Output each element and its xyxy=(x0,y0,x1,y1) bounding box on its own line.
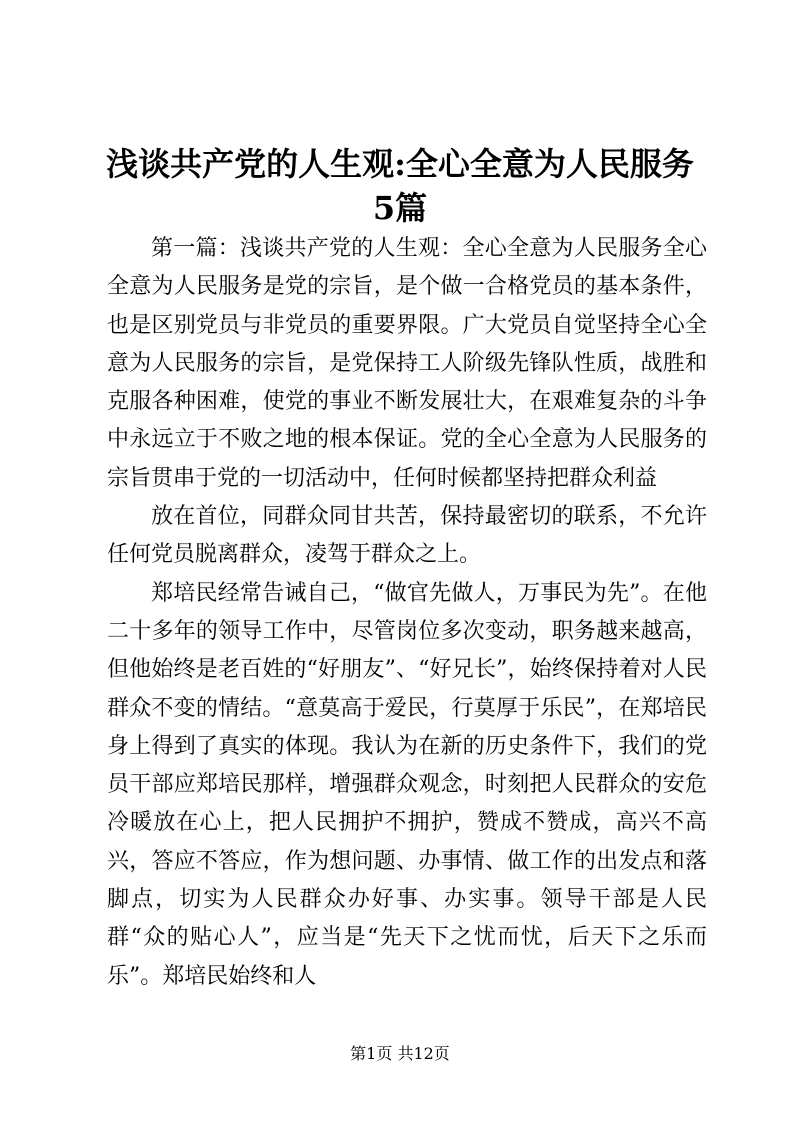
paragraph-3: 郑培民经常告诫自己，“做官先做人，万事民为先”。在他二十多年的领导工作中，尽管岗位多次变动，职务越来越高，但他始终是老百姓的“好朋友”、“好兄长”，始终保持着对人民群众不变的情结。“意莫高于爱民，行莫厚于乐民”，在郑培民身上得到了真实的体现。我认为在新的历史条件下，我们的党员干部应郑培民那样，增强群众观念，时刻把人民群众的安危冷暖放在心上，把人民拥护不拥护，赞成不赞成，高兴不高兴，答应不答应，作为想问题、办事情、做工作的出发点和落脚点，切实为人民群众办好事、办实事。领导干部是人民群“众的贴心人”，应当是“先天下之忧而忧，后天下之乐而乐”。郑培民始终和人 xyxy=(107,580,707,989)
document-title: 浅谈共产党的人生观:全心全意为人民服务5篇 xyxy=(106,145,694,227)
paragraph-2: 放在首位，同群众同甘共苦，保持最密切的联系，不允许任何党员脱离群众，凌驾于群众之上。 xyxy=(107,504,707,568)
paragraph-1: 第一篇：浅谈共产党的人生观：全心全意为人民服务全心全意为人民服务是党的宗旨，是个做一合格党员的基本条件，也是区别党员与非党员的重要界限。广大党员自觉坚持全心全意为人民服务的宗旨，是党保持工人阶级先锋队性质，战胜和克服各种困难，使党的事业不断发展壮大，在艰难复杂的斗争中永远立于不败之地的根本保证。党的全心全意为人民服务的宗旨贯串于党的一切活动中，任何时候都坚持把群众利益 xyxy=(107,236,707,491)
page-number-footer: 第1页 共12页 xyxy=(350,1044,450,1063)
document-body xyxy=(107,230,707,996)
